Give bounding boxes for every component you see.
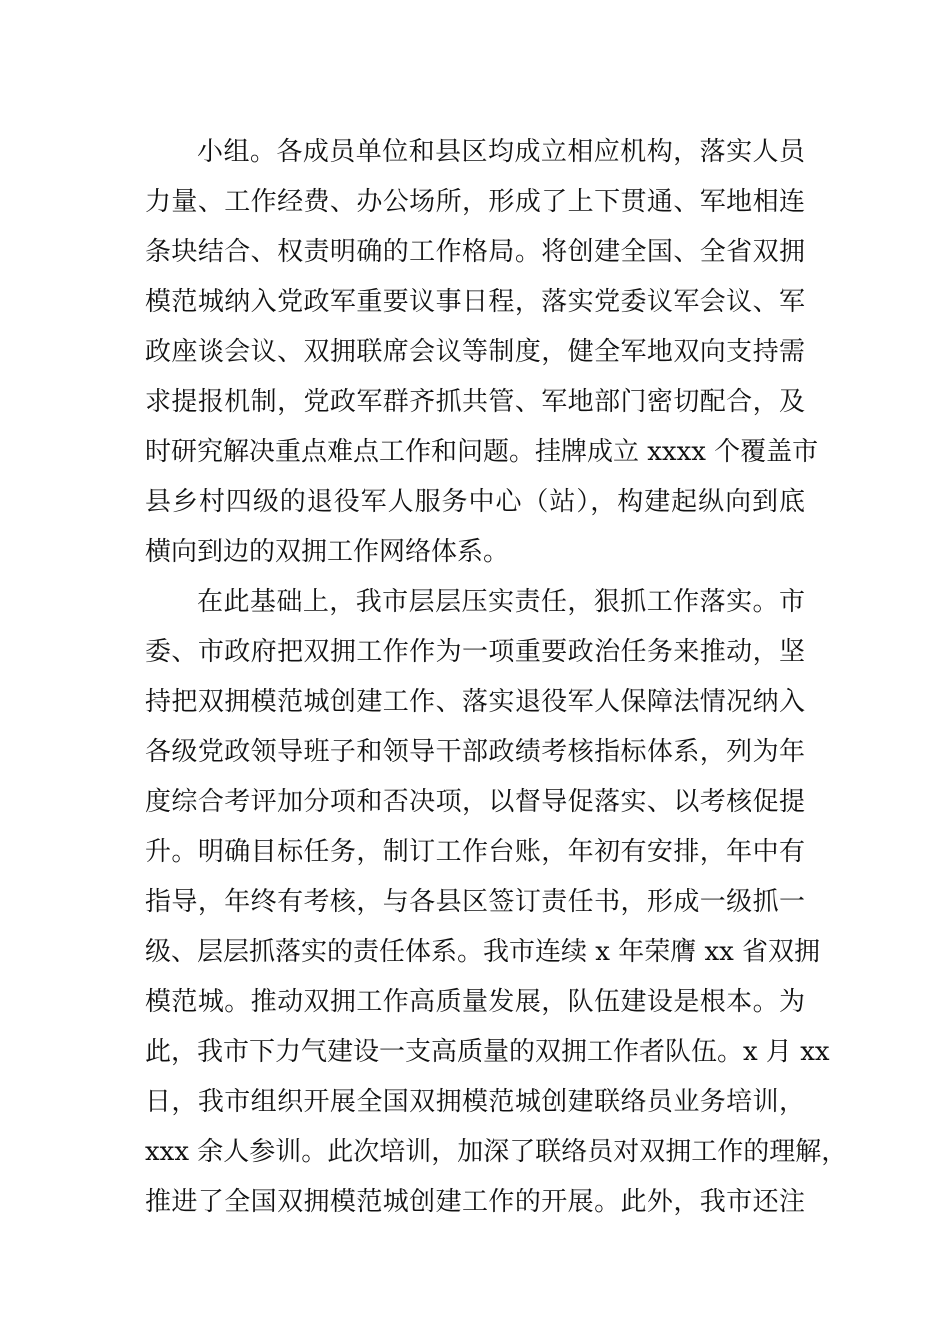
- paragraph-1-line-1: 小组。各成员单位和县区均成立相应机构，落实人员: [197, 137, 805, 167]
- paragraph-2-line-8: 级、层层抓落实的责任体系。我市连续 x 年荣膺 xx 省双拥: [145, 937, 821, 967]
- paragraph-2-line-10: 此，我市下力气建设一支高质量的双拥工作者队伍。x 月 xx: [145, 1037, 830, 1067]
- paragraph-2-line-3: 持把双拥模范城创建工作、落实退役军人保障法情况纳入: [145, 687, 805, 717]
- paragraph-2-line-7: 指导，年终有考核，与各县区签订责任书，形成一级抓一: [145, 887, 805, 917]
- paragraph-1-line-7: 时研究解决重点难点工作和问题。挂牌成立 xxxx 个覆盖市: [145, 437, 819, 467]
- paragraph-2-line-11: 日，我市组织开展全国双拥模范城创建联络员业务培训，: [145, 1087, 805, 1117]
- paragraph-2-line-4: 各级党政领导班子和领导干部政绩考核指标体系，列为年: [145, 737, 805, 767]
- paragraph-1-line-9: 横向到边的双拥工作网络体系。: [145, 537, 510, 567]
- paragraph-1-line-4: 模范城纳入党政军重要议事日程，落实党委议军会议、军: [145, 287, 805, 317]
- paragraph-1-line-5: 政座谈会议、双拥联席会议等制度，健全军地双向支持需: [145, 337, 805, 367]
- paragraph-2-line-6: 升。明确目标任务，制订工作台账，年初有安排，年中有: [145, 837, 805, 867]
- paragraph-2-line-1: 在此基础上，我市层层压实责任，狠抓工作落实。市: [197, 587, 805, 617]
- paragraph-2-line-2: 委、市政府把双拥工作作为一项重要政治任务来推动，坚: [145, 637, 805, 667]
- paragraph-1-line-8: 县乡村四级的退役军人服务中心（站），构建起纵向到底: [145, 487, 805, 517]
- paragraph-1-line-3: 条块结合、权责明确的工作格局。将创建全国、全省双拥: [145, 237, 805, 267]
- paragraph-2-line-9: 模范城。推动双拥工作高质量发展，队伍建设是根本。为: [145, 987, 805, 1017]
- paragraph-2-line-12: xxx 余人参训。此次培训，加深了联络员对双拥工作的理解，: [145, 1137, 848, 1167]
- paragraph-2-line-5: 度综合考评加分项和否决项，以督导促落实、以考核促提: [145, 787, 805, 817]
- paragraph-1-line-6: 求提报机制，党政军群齐抓共管、军地部门密切配合，及: [145, 387, 805, 417]
- paragraph-2-line-13: 推进了全国双拥模范城创建工作的开展。此外，我市还注: [145, 1187, 805, 1217]
- paragraph-1-line-2: 力量、工作经费、办公场所，形成了上下贯通、军地相连: [145, 187, 805, 217]
